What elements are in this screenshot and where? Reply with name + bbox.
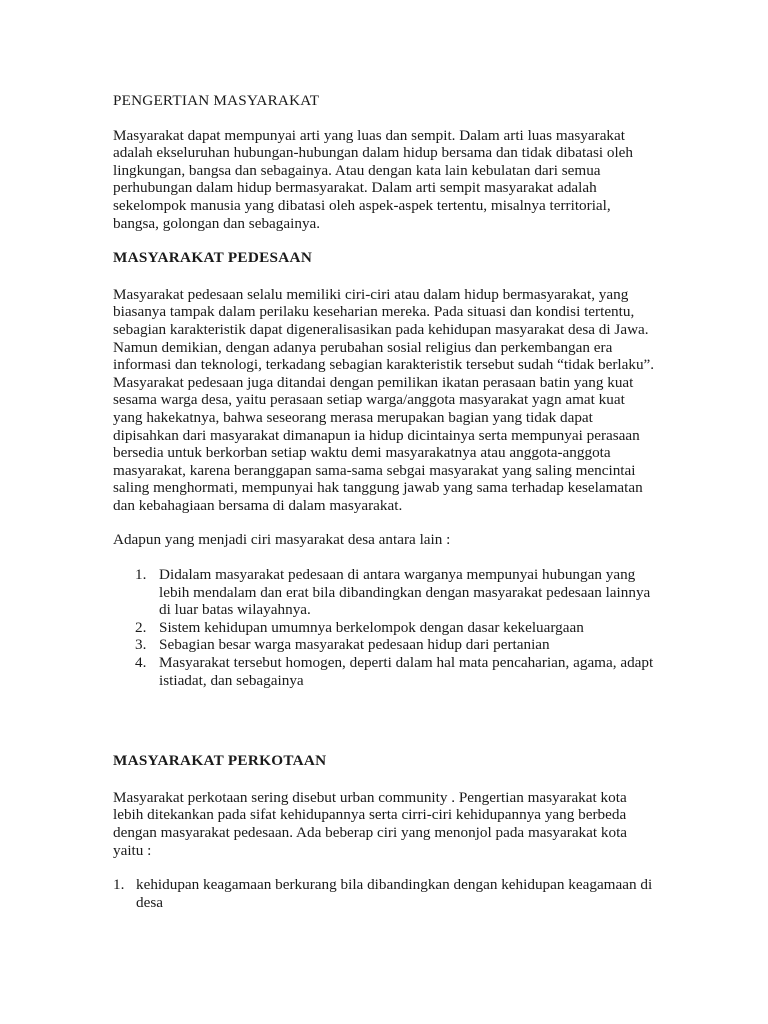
list-item-number: 3. xyxy=(135,636,147,654)
list-item xyxy=(113,619,658,637)
perkotaan-paragraph: Masyarakat perkotaan sering disebut urban community . Pengertian masyarakat kota lebih ditekankan pada sifat kehidupannya serta cirri-ciri kehidupannya yang berbeda dengan masyarakat pedesaan. Ada beberap ciri yang menonjol pada masyarakat kota yaitu : xyxy=(113,788,628,859)
list-item-text: Didalam masyarakat pedesaan di antara warganya mempunyai hubungan yang lebih mendalam dan erat bila dibandingkan dengan masyarakat pedesaan lainnya di luar batas wilayahnya. xyxy=(159,566,651,619)
list-item-text: Sebagian besar warga masyarakat pedesaan hidup dari pertanian xyxy=(159,636,550,654)
document-page xyxy=(113,92,658,911)
list-item xyxy=(113,636,658,654)
list-item-number: 1. xyxy=(135,566,147,584)
list-item xyxy=(113,654,658,689)
perkotaan-characteristics-list xyxy=(113,876,658,911)
list-item-text: Sistem kehidupan umumnya berkelompok dengan dasar kekeluargaan xyxy=(159,618,584,636)
list-item xyxy=(113,566,658,619)
section-heading-pedesaan: MASYARAKAT PEDESAAN xyxy=(113,249,313,267)
list-item-number: 4. xyxy=(135,654,147,672)
section-spacer xyxy=(113,706,658,752)
pedesaan-characteristics-list xyxy=(113,566,658,689)
document-title: PENGERTIAN MASYARAKAT xyxy=(113,92,320,109)
section-heading-perkotaan: MASYARAKAT PERKOTAAN xyxy=(113,752,327,770)
list-item-number: 2. xyxy=(135,618,147,636)
list-item-text: kehidupan keagamaan berkurang bila dibandingkan dengan kehidupan keagamaan di desa xyxy=(136,876,653,911)
pedesaan-paragraph: Masyarakat pedesaan selalu memiliki ciri-ciri atau dalam hidup bermasyarakat, yang biasanya tampak dalam perilaku keseharian mereka. Pada situasi dan kondisi tertentu, sebagian karakteristik dapat digeneralisasikan pada kehidupan masyarakat desa di Jawa. Namun demikian, dengan adanya perubahan sosial religius dan perkembangan era informasi dan teknologi, terkadang sebagian karakteristik tersebut sudah “tidak berlaku”. Masyarakat pedesaan juga ditandai dengan pemilikan ikatan perasaan batin yang kuat sesama warga desa, yaitu perasaan setiap warga/anggota masyarakat yagn amat kuat yang hakekatnya, bahwa seseorang merasa merupakan bagian yang tidak dapat dipisahkan dari masyarakat dimanapun ia hidup dicintainya serta mempunyai perasaan bersedia untuk berkorban setiap waktu demi masyarakatnya atau anggota-anggota masyarakat, karena beranggapan sama-sama sebgai masyarakat yang saling mencintai saling menghormati, mempunyai hak tanggung jawab yang sama terhadap keselamatan dan kebahagiaan bersama di dalam masyarakat. xyxy=(113,285,655,514)
list-item-number: 1. xyxy=(113,876,125,894)
intro-paragraph: Masyarakat dapat mempunyai arti yang luas dan sempit. Dalam arti luas masyarakat adalah ekseluruhan hubungan-hubungan dalam hidup bersama dan tidak dibatasi oleh lingkungan, bangsa dan sebagainya. Atau dengan kata lain kebulatan dari semua perhubungan dalam hidup bermasyarakat. Dalam arti sempit masyarakat adalah sekelompok manusia yang dibatasi oleh aspek-aspek tertentu, misalnya territorial, bangsa, golongan dan sebagainya. xyxy=(113,126,634,232)
pedesaan-list-intro: Adapun yang menjadi ciri masyarakat desa antara lain : xyxy=(113,531,451,549)
list-item-text: Masyarakat tersebut homogen, deperti dalam hal mata pencaharian, agama, adapt istiadat, dan sebagainya xyxy=(159,654,654,689)
list-item xyxy=(113,876,658,911)
